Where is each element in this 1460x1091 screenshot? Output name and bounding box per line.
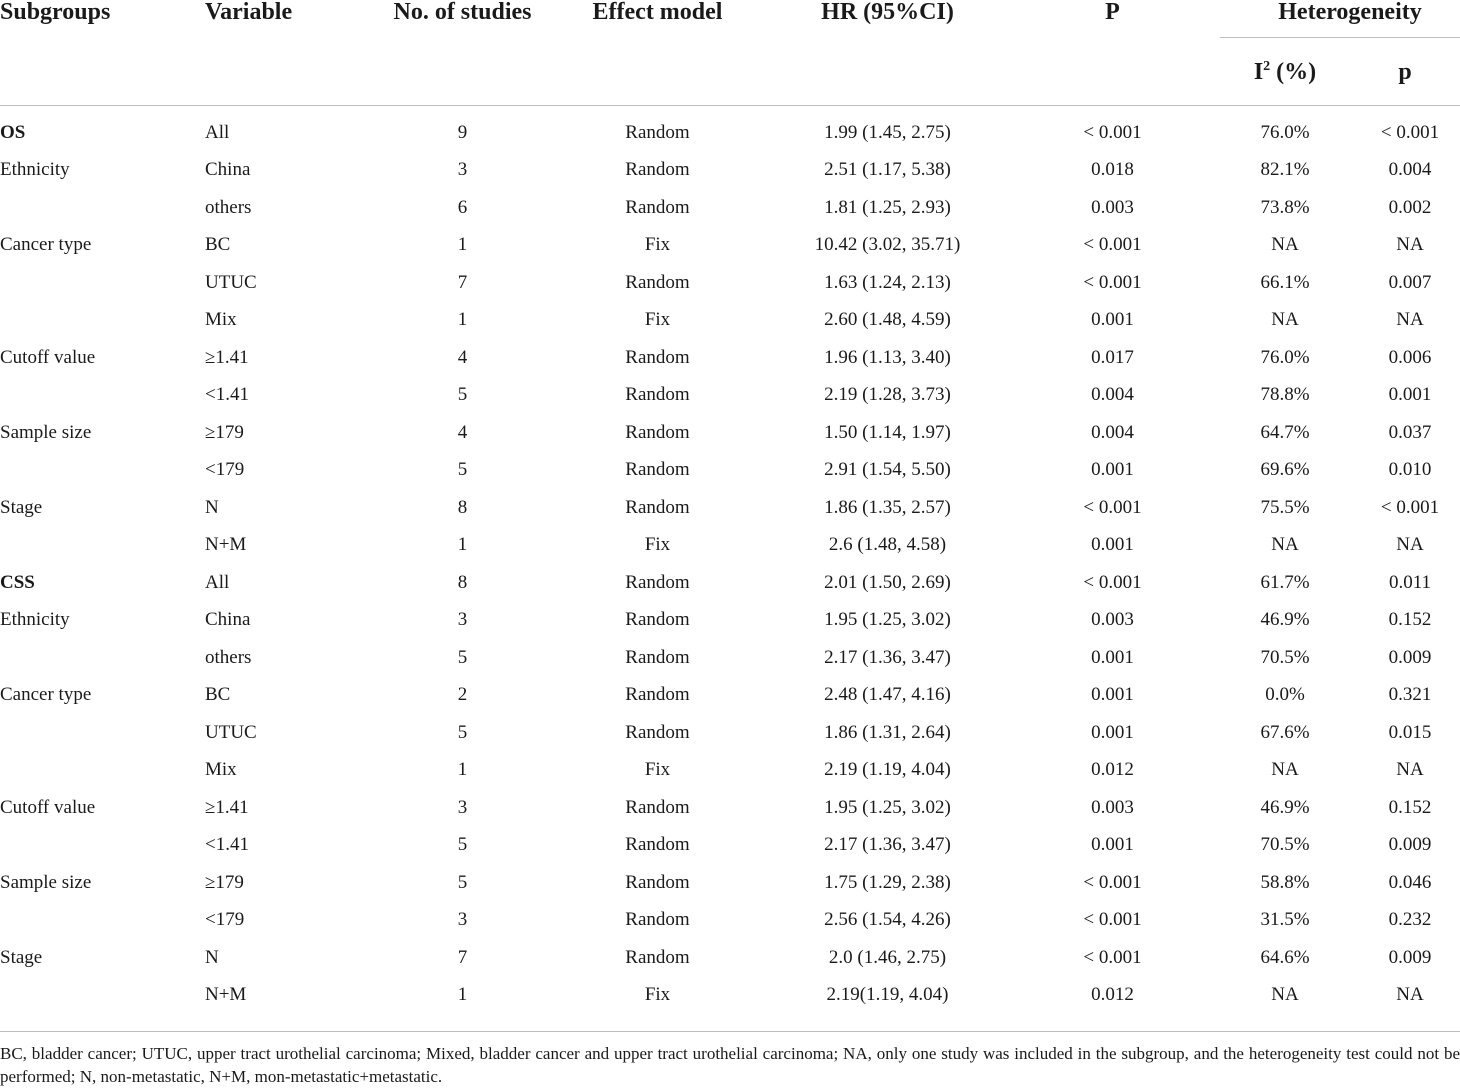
cell-i2: NA (1271, 984, 1299, 1006)
cell-p: 0.001 (1091, 534, 1134, 556)
cell-i2: 0.0% (1265, 684, 1305, 706)
cell-p: 0.004 (1091, 384, 1134, 406)
cell-i2: 73.8% (1260, 196, 1310, 218)
cell-effect-model: Fix (644, 309, 671, 331)
cell-subgroup: Ethnicity (0, 609, 70, 631)
header-no-of-studies: No. of studies (393, 0, 532, 25)
cell-p: < 0.001 (1083, 496, 1142, 518)
cell-hr: 1.95 (1.25, 3.02) (824, 609, 951, 631)
cell-effect-model: Random (625, 271, 690, 293)
cell-het-p: < 0.001 (1380, 496, 1440, 518)
cell-subgroup: Sample size (0, 421, 92, 443)
cell-effect-model: Random (625, 871, 690, 893)
cell-studies: 6 (457, 196, 468, 218)
cell-effect-model: Random (625, 646, 690, 668)
cell-hr: 2.48 (1.47, 4.16) (824, 684, 951, 706)
cell-hr: 2.56 (1.54, 4.26) (824, 909, 951, 931)
cell-subgroup (0, 189, 200, 227)
cell-effect-model: Random (625, 571, 690, 593)
cell-subgroup (0, 752, 200, 790)
cell-studies: 3 (457, 796, 468, 818)
table-row (0, 602, 1460, 640)
cell-variable: ≥1.41 (205, 346, 249, 368)
cell-variable: ≥1.41 (205, 796, 249, 818)
header-i2: $I^2$ (%) (1220, 38, 1350, 106)
cell-variable: N (205, 946, 219, 968)
table-row (0, 377, 1460, 415)
cell-p: 0.003 (1091, 196, 1134, 218)
cell-i2: 78.8% (1260, 384, 1310, 406)
cell-studies: 3 (457, 609, 468, 631)
table-row (0, 489, 1460, 527)
table-row (0, 302, 1460, 340)
cell-hr: 2.17 (1.36, 3.47) (824, 834, 951, 856)
table-row (0, 752, 1460, 790)
cell-het-p: 0.232 (1388, 909, 1432, 931)
cell-subgroup: Cancer type (0, 684, 92, 706)
cell-studies: 5 (457, 871, 468, 893)
cell-hr: 1.63 (1.24, 2.13) (824, 271, 951, 293)
cell-variable: <1.41 (205, 384, 249, 406)
cell-studies: 3 (457, 159, 468, 181)
cell-variable: N+M (205, 534, 247, 556)
cell-het-p: 0.009 (1388, 834, 1432, 856)
cell-hr: 1.81 (1.25, 2.93) (824, 196, 951, 218)
cell-i2: 46.9% (1260, 609, 1310, 631)
cell-variable: BC (205, 684, 231, 706)
cell-hr: 2.17 (1.36, 3.47) (824, 646, 951, 668)
cell-variable: others (205, 646, 252, 668)
header-heterogeneity: Heterogeneity (1220, 0, 1460, 38)
cell-hr: 2.91 (1.54, 5.50) (824, 459, 951, 481)
cell-subgroup: OS (0, 121, 26, 143)
cell-hr: 1.99 (1.45, 2.75) (824, 121, 951, 143)
cell-subgroup (0, 264, 200, 302)
cell-subgroup: Stage (0, 496, 43, 518)
cell-het-p: 0.152 (1388, 609, 1432, 631)
cell-effect-model: Random (625, 796, 690, 818)
cell-subgroup (0, 714, 200, 752)
header-subgroups: Subgroups (0, 0, 111, 25)
cell-effect-model: Random (625, 496, 690, 518)
cell-hr: 1.96 (1.13, 3.40) (824, 346, 951, 368)
cell-subgroup: CSS (0, 571, 35, 593)
cell-subgroup (0, 977, 200, 1015)
cell-het-p: 0.011 (1388, 571, 1432, 593)
cell-hr: 2.51 (1.17, 5.38) (824, 159, 951, 181)
cell-subgroup (0, 377, 200, 415)
cell-p: 0.001 (1091, 721, 1134, 743)
cell-i2: 66.1% (1260, 271, 1310, 293)
table-row (0, 639, 1460, 677)
cell-het-p: 0.015 (1388, 721, 1432, 743)
cell-studies: 1 (457, 759, 468, 781)
cell-i2: 67.6% (1260, 721, 1310, 743)
cell-het-p: NA (1396, 234, 1424, 256)
table-row (0, 227, 1460, 265)
cell-variable: ≥179 (205, 421, 244, 443)
cell-p: < 0.001 (1083, 234, 1142, 256)
cell-subgroup: Cutoff value (0, 346, 96, 368)
cell-het-p: 0.007 (1388, 271, 1432, 293)
cell-hr: 2.01 (1.50, 2.69) (824, 571, 951, 593)
cell-subgroup (0, 902, 200, 940)
cell-studies: 4 (457, 421, 468, 443)
cell-studies: 1 (457, 534, 468, 556)
table-row (0, 189, 1460, 227)
cell-het-p: 0.004 (1388, 159, 1432, 181)
cell-variable: BC (205, 234, 231, 256)
table-row (0, 939, 1460, 977)
cell-studies: 9 (457, 121, 468, 143)
cell-studies: 7 (457, 946, 468, 968)
cell-studies: 8 (457, 496, 468, 518)
table-row (0, 264, 1460, 302)
cell-effect-model: Random (625, 346, 690, 368)
cell-effect-model: Fix (644, 234, 671, 256)
cell-variable: All (205, 571, 230, 593)
cell-i2: 31.5% (1260, 909, 1310, 931)
cell-variable: <179 (205, 909, 245, 931)
cell-i2: 64.6% (1260, 946, 1310, 968)
cell-i2: NA (1271, 309, 1299, 331)
cell-hr: 2.6 (1.48, 4.58) (828, 534, 947, 556)
table-row (0, 714, 1460, 752)
table-row (0, 677, 1460, 715)
cell-p: < 0.001 (1083, 271, 1142, 293)
cell-i2: 82.1% (1260, 159, 1310, 181)
table-row (0, 106, 1460, 152)
cell-studies: 5 (457, 384, 468, 406)
cell-p: 0.017 (1091, 346, 1134, 368)
cell-subgroup (0, 827, 200, 865)
cell-effect-model: Random (625, 159, 690, 181)
cell-het-p: 0.002 (1388, 196, 1432, 218)
cell-variable: N (205, 496, 219, 518)
table-row (0, 414, 1460, 452)
cell-studies: 8 (457, 571, 468, 593)
cell-i2: 61.7% (1260, 571, 1310, 593)
header-het-p: p (1350, 38, 1460, 106)
cell-hr: 10.42 (3.02, 35.71) (814, 234, 961, 256)
cell-p: 0.012 (1091, 759, 1134, 781)
cell-hr: 2.19 (1.28, 3.73) (824, 384, 951, 406)
cell-i2: 64.7% (1260, 421, 1310, 443)
cell-subgroup: Cutoff value (0, 796, 96, 818)
cell-hr: 1.86 (1.35, 2.57) (824, 496, 951, 518)
cell-studies: 5 (457, 459, 468, 481)
table-row (0, 864, 1460, 902)
cell-variable: China (205, 159, 251, 181)
cell-effect-model: Random (625, 909, 690, 931)
cell-i2: 46.9% (1260, 796, 1310, 818)
cell-hr: 1.75 (1.29, 2.38) (824, 871, 951, 893)
cell-p: 0.018 (1091, 159, 1134, 181)
cell-het-p: 0.010 (1388, 459, 1432, 481)
cell-het-p: 0.009 (1388, 646, 1432, 668)
cell-p: 0.004 (1091, 421, 1134, 443)
table-row (0, 827, 1460, 865)
cell-variable: UTUC (205, 721, 257, 743)
cell-subgroup: Cancer type (0, 234, 92, 256)
cell-het-p: 0.037 (1388, 421, 1432, 443)
cell-subgroup (0, 527, 200, 565)
cell-p: < 0.001 (1083, 909, 1142, 931)
cell-het-p: 0.321 (1388, 684, 1432, 706)
header-variable: Variable (205, 0, 293, 25)
cell-het-p: < 0.001 (1380, 121, 1440, 143)
cell-i2: NA (1271, 534, 1299, 556)
cell-hr: 2.19 (1.19, 4.04) (824, 759, 951, 781)
cell-variable: <179 (205, 459, 245, 481)
cell-subgroup: Sample size (0, 871, 92, 893)
cell-effect-model: Random (625, 721, 690, 743)
cell-p: 0.001 (1091, 684, 1134, 706)
cell-studies: 4 (457, 346, 468, 368)
cell-variable: Mix (205, 309, 237, 331)
cell-hr: 1.95 (1.25, 3.02) (824, 796, 951, 818)
table-row (0, 789, 1460, 827)
cell-i2: 76.0% (1260, 121, 1310, 143)
cell-p: 0.003 (1091, 609, 1134, 631)
cell-hr: 1.50 (1.14, 1.97) (824, 421, 951, 443)
cell-het-p: NA (1396, 759, 1424, 781)
cell-variable: <1.41 (205, 834, 249, 856)
cell-effect-model: Random (625, 459, 690, 481)
cell-studies: 5 (457, 834, 468, 856)
cell-het-p: NA (1396, 984, 1424, 1006)
cell-effect-model: Random (625, 196, 690, 218)
cell-hr: 2.19(1.19, 4.04) (826, 984, 949, 1006)
table-row (0, 977, 1460, 1015)
cell-hr: 2.0 (1.46, 2.75) (828, 946, 947, 968)
cell-effect-model: Fix (644, 984, 671, 1006)
table-row (0, 564, 1460, 602)
cell-variable: ≥179 (205, 871, 244, 893)
cell-p: 0.001 (1091, 309, 1134, 331)
cell-studies: 3 (457, 909, 468, 931)
cell-subgroup (0, 452, 200, 490)
table-row (0, 902, 1460, 940)
cell-het-p: 0.001 (1388, 384, 1432, 406)
cell-variable: All (205, 121, 230, 143)
cell-het-p: 0.006 (1388, 346, 1432, 368)
cell-i2: 70.5% (1260, 834, 1310, 856)
cell-het-p: 0.152 (1388, 796, 1432, 818)
cell-effect-model: Random (625, 421, 690, 443)
cell-p: < 0.001 (1083, 571, 1142, 593)
cell-studies: 1 (457, 234, 468, 256)
table-header (0, 0, 1460, 106)
table-row (0, 527, 1460, 565)
cell-p: < 0.001 (1083, 871, 1142, 893)
cell-p: 0.003 (1091, 796, 1134, 818)
cell-het-p: NA (1396, 309, 1424, 331)
cell-studies: 7 (457, 271, 468, 293)
cell-studies: 5 (457, 646, 468, 668)
cell-effect-model: Fix (644, 759, 671, 781)
cell-studies: 5 (457, 721, 468, 743)
cell-het-p: 0.046 (1388, 871, 1432, 893)
table-row (0, 339, 1460, 377)
cell-p: 0.001 (1091, 834, 1134, 856)
cell-i2: NA (1271, 759, 1299, 781)
cell-subgroup (0, 302, 200, 340)
cell-variable: Mix (205, 759, 237, 781)
table-body (0, 106, 1460, 1015)
cell-p: 0.001 (1091, 646, 1134, 668)
cell-effect-model: Random (625, 609, 690, 631)
cell-p: < 0.001 (1083, 121, 1142, 143)
table-footnote: BC, bladder cancer; UTUC, upper tract urothelial carcinoma; Mixed, bladder cancer and upper tract urothelial carcinoma; NA, only one study was included in the subgroup, and the heterogeneity test could not be performed; N, non-metastatic, N+M, mon-metastatic+metastatic. (0, 1031, 1460, 1088)
cell-i2: 75.5% (1260, 496, 1310, 518)
cell-i2: 76.0% (1260, 346, 1310, 368)
table-row (0, 152, 1460, 190)
cell-het-p: NA (1396, 534, 1424, 556)
cell-p: 0.012 (1091, 984, 1134, 1006)
cell-effect-model: Fix (644, 534, 671, 556)
cell-p: < 0.001 (1083, 946, 1142, 968)
cell-effect-model: Random (625, 384, 690, 406)
header-effect-model: Effect model (592, 0, 723, 25)
cell-subgroup (0, 639, 200, 677)
header-hr: HR (95%CI) (821, 0, 954, 25)
cell-studies: 1 (457, 984, 468, 1006)
cell-effect-model: Random (625, 834, 690, 856)
cell-i2: 58.8% (1260, 871, 1310, 893)
cell-hr: 1.86 (1.31, 2.64) (824, 721, 951, 743)
cell-subgroup: Ethnicity (0, 159, 70, 181)
cell-i2: NA (1271, 234, 1299, 256)
cell-studies: 2 (457, 684, 468, 706)
cell-variable: China (205, 609, 251, 631)
cell-hr: 2.60 (1.48, 4.59) (824, 309, 951, 331)
cell-effect-model: Random (625, 684, 690, 706)
cell-het-p: 0.009 (1388, 946, 1432, 968)
cell-subgroup: Stage (0, 946, 43, 968)
cell-variable: N+M (205, 984, 247, 1006)
table-row (0, 452, 1460, 490)
cell-i2: 70.5% (1260, 646, 1310, 668)
cell-effect-model: Random (625, 946, 690, 968)
cell-i2: 69.6% (1260, 459, 1310, 481)
cell-p: 0.001 (1091, 459, 1134, 481)
cell-variable: UTUC (205, 271, 257, 293)
cell-variable: others (205, 196, 252, 218)
cell-effect-model: Random (625, 121, 690, 143)
header-p: P (1105, 0, 1120, 25)
cell-studies: 1 (457, 309, 468, 331)
